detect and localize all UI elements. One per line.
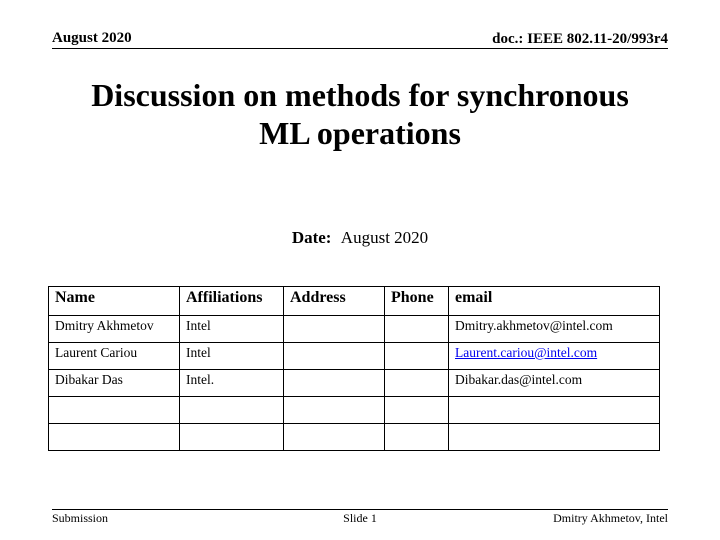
- table-row: [49, 397, 660, 424]
- cell-address: [284, 316, 385, 343]
- date-label: Date:: [291, 228, 332, 247]
- header-doc-id: doc.: IEEE 802.11-20/993r4: [492, 31, 668, 47]
- cell-email: Dibakar.das@intel.com: [449, 370, 660, 397]
- cell-email: [449, 343, 660, 370]
- header-address: Address: [284, 287, 385, 316]
- table-row: [49, 424, 660, 451]
- slide-title-line-1: Discussion on methods for synchronous: [91, 77, 629, 113]
- header-email: email: [449, 287, 660, 316]
- header-divider: [52, 48, 668, 49]
- cell-email: [449, 424, 660, 451]
- cell-affiliation: [180, 397, 284, 424]
- cell-phone: [385, 343, 449, 370]
- footer-submission: Submission: [52, 511, 109, 525]
- cell-name: [49, 397, 180, 424]
- date-value: August 2020: [340, 228, 429, 247]
- cell-address: [284, 370, 385, 397]
- email-link[interactable]: Laurent.cariou@intel.com: [455, 345, 598, 360]
- cell-email: [449, 397, 660, 424]
- cell-name: [49, 424, 180, 451]
- cell-name: Laurent Cariou: [49, 343, 180, 370]
- footer-divider: [52, 509, 668, 510]
- authors-table: [48, 286, 660, 451]
- cell-affiliation: Intel.: [180, 370, 284, 397]
- cell-phone: [385, 370, 449, 397]
- footer-author: Dmitry Akhmetov, Intel: [553, 511, 668, 525]
- header-name: Name: [49, 287, 180, 316]
- footer-slide-number: Slide 1: [343, 511, 377, 525]
- cell-phone: [385, 316, 449, 343]
- cell-affiliation: Intel: [180, 316, 284, 343]
- cell-address: [284, 397, 385, 424]
- table-row: [49, 316, 660, 343]
- date-line: [0, 228, 720, 248]
- header-affiliations: Affiliations: [180, 287, 284, 316]
- table-row: [49, 343, 660, 370]
- cell-affiliation: [180, 424, 284, 451]
- table-header-row: [49, 287, 660, 316]
- header-phone: Phone: [385, 287, 449, 316]
- cell-phone: [385, 424, 449, 451]
- slide-title: [40, 76, 680, 152]
- cell-phone: [385, 397, 449, 424]
- cell-email: Dmitry.akhmetov@intel.com: [449, 316, 660, 343]
- slide-title-line-2: ML operations: [259, 115, 461, 151]
- header-date: August 2020: [52, 30, 132, 46]
- cell-name: Dmitry Akhmetov: [49, 316, 180, 343]
- cell-name: Dibakar Das: [49, 370, 180, 397]
- table-row: [49, 370, 660, 397]
- cell-address: [284, 343, 385, 370]
- cell-affiliation: Intel: [180, 343, 284, 370]
- cell-address: [284, 424, 385, 451]
